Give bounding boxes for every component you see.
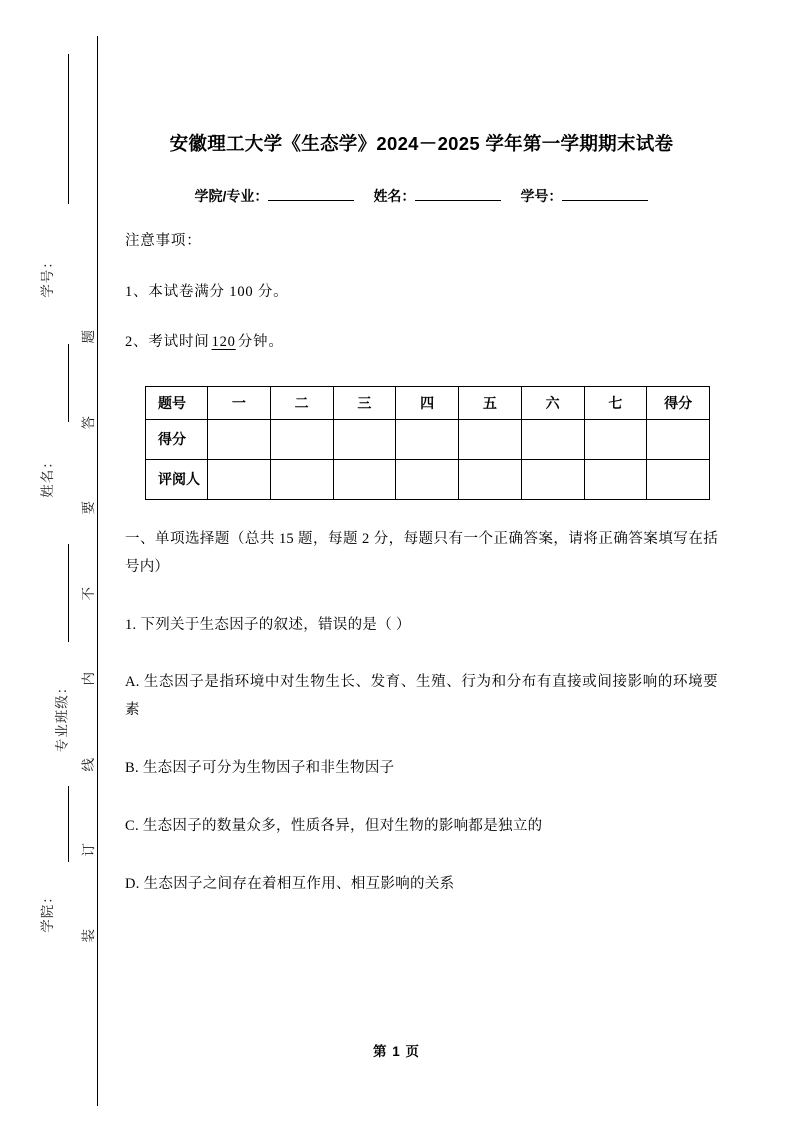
question-1-option-b[interactable]: B. 生态因子可分为生物因子和非生物因子 <box>125 760 395 777</box>
field-blank-college-major[interactable] <box>268 200 354 201</box>
seal-field-label: 姓名： <box>39 454 55 498</box>
field-blank-name[interactable] <box>415 200 501 201</box>
table-row <box>146 419 710 459</box>
table-cell: 二 <box>270 386 333 419</box>
table-cell[interactable] <box>333 459 396 499</box>
seal-phrase-char: 要 <box>81 501 97 515</box>
table-cell[interactable] <box>521 459 584 499</box>
table-cell: 五 <box>459 386 522 419</box>
table-cell[interactable] <box>459 419 522 459</box>
page-title: 安徽理工大学《生态学》2024－2025 学年第一学期期末试卷 <box>169 133 674 154</box>
table-cell[interactable] <box>584 459 647 499</box>
notice-duration-value: 120 <box>211 334 236 351</box>
table-cell[interactable] <box>584 419 647 459</box>
seal-rule-segment <box>68 544 69 642</box>
notice-block <box>125 234 718 350</box>
score-table <box>145 386 710 500</box>
seal-field-class <box>24 636 76 796</box>
row-label-reviewer: 评阅人 <box>146 459 208 499</box>
field-student-id <box>520 188 648 204</box>
notice-item-total-score: 1、本试卷满分 100 分。 <box>125 283 289 300</box>
table-cell: 一 <box>208 386 271 419</box>
section-heading-multiple-choice: 一、单项选择题（总共 15 题，每题 2 分，每题只有一个正确答案，请将正确答案填写在括号内） <box>125 530 718 575</box>
table-cell[interactable] <box>333 419 396 459</box>
exam-paper-body <box>125 0 718 1122</box>
seal-phrase-vertical <box>78 330 100 1014</box>
field-label: 姓名： <box>373 188 416 205</box>
table-cell[interactable] <box>270 459 333 499</box>
field-blank-student-id[interactable] <box>562 200 648 201</box>
row-label-question-no: 题号 <box>146 386 208 419</box>
table-cell[interactable] <box>647 419 710 459</box>
question-1-option-d[interactable]: D. 生态因子之间存在着相互作用、相互影响的关系 <box>125 875 455 892</box>
table-cell: 六 <box>521 386 584 419</box>
notice-duration-prefix: 2、考试时间 <box>125 334 210 351</box>
table-cell[interactable] <box>647 459 710 499</box>
seal-rule-segment <box>68 344 69 422</box>
table-cell: 四 <box>396 386 459 419</box>
table-cell[interactable] <box>396 459 459 499</box>
row-label-score: 得分 <box>146 419 208 459</box>
field-label: 学号： <box>520 188 563 205</box>
seal-field-label: 学号： <box>39 254 55 298</box>
table-cell[interactable] <box>396 419 459 459</box>
seal-phrase-char: 线 <box>81 757 97 771</box>
table-cell[interactable] <box>208 419 271 459</box>
notice-duration-suffix: 分钟。 <box>237 334 284 351</box>
question-stem-1: 1. 下列关于生态因子的叙述，错误的是（ ） <box>125 616 411 633</box>
field-label: 学院/专业： <box>194 188 269 205</box>
table-cell[interactable] <box>208 459 271 499</box>
seal-phrase-char: 答 <box>81 415 97 429</box>
seal-field-student-id <box>24 216 76 336</box>
seal-field-list <box>24 36 76 1106</box>
seal-phrase-char: 不 <box>81 586 97 600</box>
seal-field-college <box>24 856 76 966</box>
notice-item-duration <box>125 335 718 350</box>
question-1-option-a[interactable]: A. 生态因子是指环境中对生物生长、发育、生殖、行为和分布有直接或间接影响的环境要素 <box>125 674 718 719</box>
field-name <box>373 188 501 204</box>
table-cell: 七 <box>584 386 647 419</box>
seal-field-label: 学院： <box>39 889 55 933</box>
notice-heading: 注意事项： <box>125 233 202 250</box>
seal-field-label: 专业班级： <box>54 679 70 753</box>
question-1-option-c[interactable]: C. 生态因子的数量众多，性质各异，但对生物的影响都是独立的 <box>125 817 543 834</box>
table-row <box>146 386 710 419</box>
seal-rule-segment <box>68 786 69 862</box>
header-field-row <box>125 186 718 206</box>
table-cell: 三 <box>333 386 396 419</box>
table-cell: 得分 <box>647 386 710 419</box>
seal-phrase-char: 装 <box>81 928 97 942</box>
seal-rule-segment <box>68 54 69 204</box>
seal-phrase-char: 订 <box>81 843 97 857</box>
table-cell[interactable] <box>459 459 522 499</box>
seal-phrase-char: 题 <box>81 330 97 344</box>
table-cell[interactable] <box>270 419 333 459</box>
table-row <box>146 459 710 499</box>
field-college-major <box>195 188 355 204</box>
sealing-margin <box>0 0 110 1122</box>
question-section <box>125 526 718 899</box>
page-number-footer: 第 1 页 <box>372 1044 420 1059</box>
seal-phrase-char: 内 <box>81 672 97 686</box>
seal-field-name <box>24 416 76 536</box>
table-cell[interactable] <box>521 419 584 459</box>
